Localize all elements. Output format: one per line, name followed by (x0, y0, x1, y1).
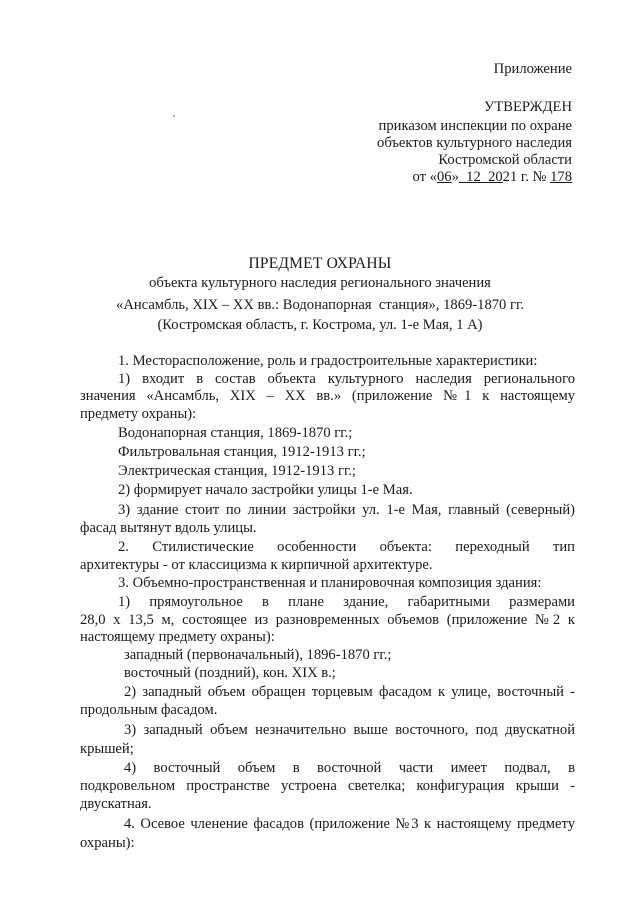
scan-speck (173, 115, 175, 117)
section-1-p1-line3: предмету охраны): (80, 406, 197, 422)
section-3-p4-line2: подкровельном пространстве устроена светелка; конфигурация крыши - (80, 778, 575, 794)
date-mid: г. № (517, 169, 551, 185)
title-line-3: (Костромская область, г. Кострома, ул. 1-е Мая, 1 А) (157, 317, 483, 333)
section-3-item-2: восточный (поздний), кон. XIX в.; (124, 665, 336, 681)
appendix-label: Приложение (493, 61, 572, 77)
section-3-p1-line3: настоящему предмету охраны): (80, 629, 275, 645)
date-month: 12 (458, 169, 489, 185)
date-day: 06 (436, 169, 452, 185)
date-year-prefix: 20 (488, 169, 503, 185)
section-1-item-3: Электрическая станция, 1912-1913 гг.; (118, 463, 356, 479)
approved-label: УТВЕРЖДЕН (484, 99, 572, 115)
section-1-item-2: Фильтровальная станция, 1912-1913 гг.; (118, 444, 366, 460)
section-3-p3-line2: крышей; (80, 741, 134, 757)
date-sep: » (451, 169, 459, 185)
section-3-heading: 3. Объемно-пространственная и планировочная композиция здания: (118, 575, 542, 591)
title-line-2: «Ансамбль, XIX – XX вв.: Водонапорная станция», 1869-1870 гг. (116, 297, 524, 313)
order-line-2: объектов культурного наследия (377, 135, 572, 151)
section-3-item-1: западный (первоначальный), 1896-1870 гг.; (124, 647, 392, 663)
section-2-line2: архитектуры - от классицизма к кирпичной архитектуре. (80, 557, 433, 573)
section-4-line1: 4. Осевое членение фасадов (приложение №3 к настоящему предмету (124, 816, 575, 832)
order-line-3: Костромской области (438, 152, 572, 168)
section-1-p1-line1: 1) входит в состав объекта культурного наследия регионального (118, 371, 575, 387)
title-line-1: объекта культурного наследия регионального значения (149, 275, 491, 291)
section-1-p3-line1: 3) здание стоит по линии застройки ул. 1-е Мая, главный (северный) (118, 502, 575, 518)
section-3-p4-line3: двускатная. (80, 796, 152, 812)
section-3-p1-line2: 28,0 х 13,5 м, состоящее из разновременных объемов (приложение №2 к (80, 612, 575, 628)
section-3-p4-line1: 4) восточный объем в восточной части имеет подвал, в (124, 760, 575, 776)
section-1-item-1: Водонапорная станция, 1869-1870 гг.; (118, 425, 353, 441)
date-year-suffix: 21 (502, 169, 518, 185)
section-3-p1-line1: 1) прямоугольное в плане здание, габаритными размерами (118, 594, 575, 610)
section-3-p3-line1: 3) западный объем незначительно выше восточного, под двускатной (124, 722, 575, 738)
order-date-line (413, 168, 572, 186)
section-1-p2: 2) формирует начало застройки улицы 1-е Мая. (118, 482, 413, 498)
section-1-p3-line2: фасад вытянут вдоль улицы. (80, 520, 257, 536)
date-prefix: от « (412, 169, 437, 185)
order-line-1: приказом инспекции по охране (378, 118, 572, 134)
order-number: 178 (550, 169, 572, 185)
section-3-p2-line1: 2) западный объем обращен торцевым фасадом к улице, восточный - (124, 684, 575, 700)
section-2-line1: 2. Стилистические особенности объекта: переходный тип (118, 539, 575, 555)
section-1-heading: 1. Месторасположение, роль и градостроительные характеристики: (118, 353, 538, 369)
document-title: ПРЕДМЕТ ОХРАНЫ (248, 255, 392, 272)
section-3-p2-line2: продольным фасадом. (80, 702, 218, 718)
section-1-p1-line2: значения «Ансамбль, XIX – XX вв.» (приложение №1 к настоящему (80, 388, 575, 404)
section-4-line2: охраны): (80, 835, 135, 851)
